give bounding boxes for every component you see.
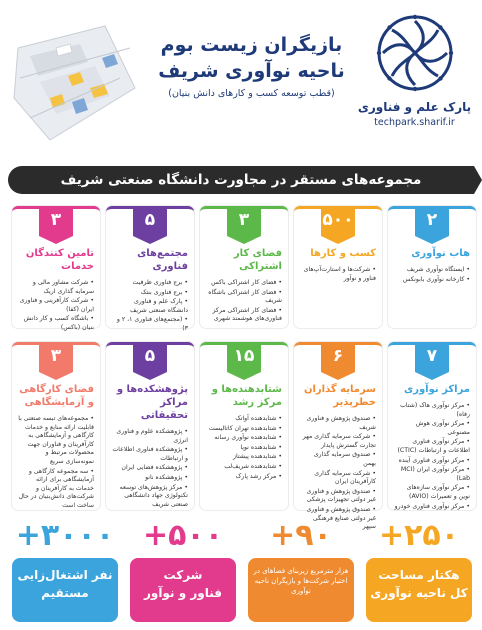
card-research-institutes [106, 342, 194, 510]
card-list-item: • کارخانه نوآوری بابونکس [394, 276, 470, 285]
card-count-badge: ۳ [39, 342, 73, 372]
card-count-badge: ۵۰۰ [321, 206, 355, 236]
card-item-list [388, 266, 476, 291]
card-list-item: • برج فناوری بنتک [112, 289, 188, 298]
card-list-item: • مرکز نوآوری ایران (MCI Lab) [394, 466, 470, 483]
card-title: فضای کارگاهی و آزمایشگاهی [19, 384, 94, 408]
card-list-item: • فضای کار اشتراکی مرکز فناوری‌های هوشمند شهری [206, 307, 282, 324]
card-item-list [200, 415, 288, 488]
card-list-item: • مرکز نوآوری سازه‌های نوین و تعمیرات (AVIO) [394, 484, 470, 501]
card-title: مراکز نوآوری [404, 384, 470, 395]
stat-label-line1: شرکت [163, 568, 203, 582]
card-item-list [106, 428, 194, 516]
card-list-item: • پژوهشکده علوم و فناوری انرژی [112, 428, 188, 445]
card-service-providers [12, 206, 100, 331]
map-illustration-icon [10, 18, 140, 148]
logo-url[interactable]: techpark.sharif.ir [374, 117, 455, 128]
card-list-item: • باشگاه کسب و کار دانش بنیان (باکس) [18, 315, 94, 332]
card-title: کسب و کارها [310, 248, 376, 259]
card-item-list [294, 266, 382, 290]
card-title: مجتمع‌های فناوری [137, 248, 188, 272]
card-list-item: • صندوق سرمایه گذاری بهمن [300, 451, 376, 468]
stat-total-area [366, 518, 472, 622]
card-list-item: • فضای کار اشتراکی باشگاه شریف [206, 289, 282, 306]
card-list-item: • مرکز نوآوری هوش مصنوعی [394, 420, 470, 437]
card-innovation-centers [388, 342, 476, 510]
stat-number: +۲۵۰ [378, 518, 460, 553]
card-list-item: • شتابدهنده شریف‌لب [206, 463, 282, 472]
card-list-item: • سه مجموعه کارگاهی و آزمایشگاهی برای ارائه خدمات به کارآفرینان و شرکت‌های دانش‌بنیان در حال ساخت است [18, 468, 94, 511]
card-list-item: • شتابدهنده پیشتاز [206, 453, 282, 462]
card-list-item: • شتابدهنده نوپا [206, 444, 282, 453]
stat-number: +۳۰۰۰ [15, 518, 115, 553]
stat-label-line1: نفر اشتغال‌زایی [17, 568, 113, 582]
card-innovation-hubs [388, 206, 476, 328]
card-list-item: • صندوق پژوهش و فناوری غیر دولتی صنایع فرهنگی سپهر [300, 506, 376, 532]
card-list-item: • مرکز پژوهش‌های توسعه تکنولوژی جهاد دانشگاهی صنعتی شریف [112, 484, 188, 510]
card-title: تامین کنندگان خدمات [25, 248, 94, 272]
banner-title: مجموعه‌های مستقر در مجاورت دانشگاه صنعتی شریف [60, 172, 422, 188]
card-list-item: • شرکت مشاور مالی و سرمایه گذاری اریک [18, 279, 94, 296]
card-list-item: • شتابدهنده تهران کاتالیست [206, 425, 282, 434]
card-count-badge: ۳ [39, 206, 73, 236]
banner-tip [474, 166, 482, 194]
card-list-item: • پژوهشکده نانو [112, 474, 188, 483]
page-title-line2: ناحیه نوآوری شریف [158, 60, 345, 82]
sharif-emblem-icon [374, 12, 456, 94]
card-title: شتابدهنده‌ها و مرکز رشد [211, 384, 282, 408]
header [0, 0, 482, 160]
card-title: هاب نوآوری [411, 248, 470, 259]
card-count-badge: ۷ [415, 342, 449, 372]
card-item-list [106, 279, 194, 341]
card-list-item: • مرکز نوآوری هاک (شتاب رفاه) [394, 402, 470, 419]
stat-label-box [12, 558, 118, 622]
card-title: سرمایه گذاران خطرپذیر [303, 384, 376, 408]
card-list-item: • مرکز نوآوری فناوری اطلاعات و ارتباطات (CTIC) [394, 438, 470, 455]
card-list-item: • شرکت کارآفرینی و فناوری ایران (کفا) [18, 297, 94, 314]
card-count-badge: ۶ [321, 342, 355, 372]
card-list-item: • (مجتمع‌های فناوری ۱، ۲ و ۳) [112, 316, 188, 333]
card-title: پژوهشکده‌ها و مراکز تحقیقاتی [116, 384, 188, 421]
card-venture-capitalists [294, 342, 382, 531]
card-count-badge: ۲ [415, 206, 449, 236]
card-accelerators [200, 342, 288, 510]
card-list-item: • صندوق پژوهش و فناوری غیر دولتی تجهیزات پزشکی [300, 488, 376, 505]
card-businesses [294, 206, 382, 328]
card-list-item: • شرکت سرمایه گذاری مهر تجارت گسترش پایدار [300, 433, 376, 450]
title-block [149, 32, 354, 99]
page-subtitle: (قطب توسعه کسب و کارهای دانش بنیان) [168, 88, 335, 99]
card-list-item: • شتابدهنده آواتک [206, 415, 282, 424]
card-count-badge: ۳ [227, 206, 261, 236]
card-tech-complexes [106, 206, 194, 332]
page-title-line1: بازیگران زیست بوم [160, 34, 343, 56]
stat-number: +۵۰۰ [142, 518, 224, 553]
stat-label-box [366, 558, 472, 622]
card-list-item: • شرکت سرمایه گذاری کارآفرینان ایران [300, 470, 376, 487]
stat-label-box [130, 558, 236, 622]
stat-label-line2: کل ناحیه نوآوری [370, 586, 468, 600]
card-list-item: • مرکز نوآوری فناوری خودرو [394, 503, 470, 512]
stat-label-box [248, 558, 354, 622]
logo-name: پارک علم و فناوری [357, 100, 472, 114]
card-item-list [200, 279, 288, 331]
card-list-item: • مرکز رشد پارک [206, 473, 282, 482]
card-list-item: • پژوهشکده فناوری اطلاعات و ارتباطات [112, 446, 188, 463]
stat-companies [130, 518, 236, 622]
card-count-badge: ۵ [133, 342, 167, 372]
card-coworking-spaces [200, 206, 288, 328]
card-list-item: • ایستگاه نوآوری شریف [394, 266, 470, 275]
card-item-list [12, 279, 100, 340]
card-count-badge: ۱۵ [227, 342, 261, 372]
park-logo[interactable] [357, 12, 472, 132]
card-title: فضای کار اشتراکی [233, 248, 282, 272]
card-list-item: • شتابدهنده نوآوری رسانه [206, 434, 282, 443]
stat-built-area [248, 518, 354, 622]
stat-label-line1: هکتار مساحت [378, 568, 460, 582]
card-list-item: • صندوق پژوهش و فناوری شریف [300, 415, 376, 432]
stat-label-line2: مستقیم [41, 586, 89, 600]
card-workshop-labs [12, 342, 100, 510]
card-list-item: • شرکت‌ها و استارت‌آپ‌های فناور و نوآور [300, 266, 376, 283]
stat-label-line2: فناور و نوآور [144, 586, 222, 600]
card-item-list [12, 415, 100, 518]
card-list-item: • برج فناوری ظرفیت [112, 279, 188, 288]
stat-number: +۹۰ [270, 518, 332, 553]
card-list-item: • پارک علم و فناوری دانشگاه صنعتی شریف [112, 298, 188, 315]
card-count-badge: ۵ [133, 206, 167, 236]
card-list-item: • فضای کار اشتراکی باکس [206, 279, 282, 288]
card-list-item: • مرکز نوآوری فناوری آینده [394, 457, 470, 466]
card-item-list [388, 402, 476, 518]
stat-employment [12, 518, 118, 622]
district-map-image [10, 18, 140, 148]
section-banner [8, 166, 474, 194]
card-list-item: • پژوهشکده فضایی ایران [112, 464, 188, 473]
card-list-item: • مجموعه‌های تبسه صنعتی با قابلیت ارائه منابع و خدمات کارگاهی و آزمایشگاهی به کارآفرینان و فناوران جهت محصولات مرتبط و نمونه‌سازی سریع [18, 415, 94, 467]
stat-description: هزار مترمربع زیربنای فضاهای در اختیار شرکت‌ها و بازیگران ناحیه نوآوری [253, 567, 349, 595]
